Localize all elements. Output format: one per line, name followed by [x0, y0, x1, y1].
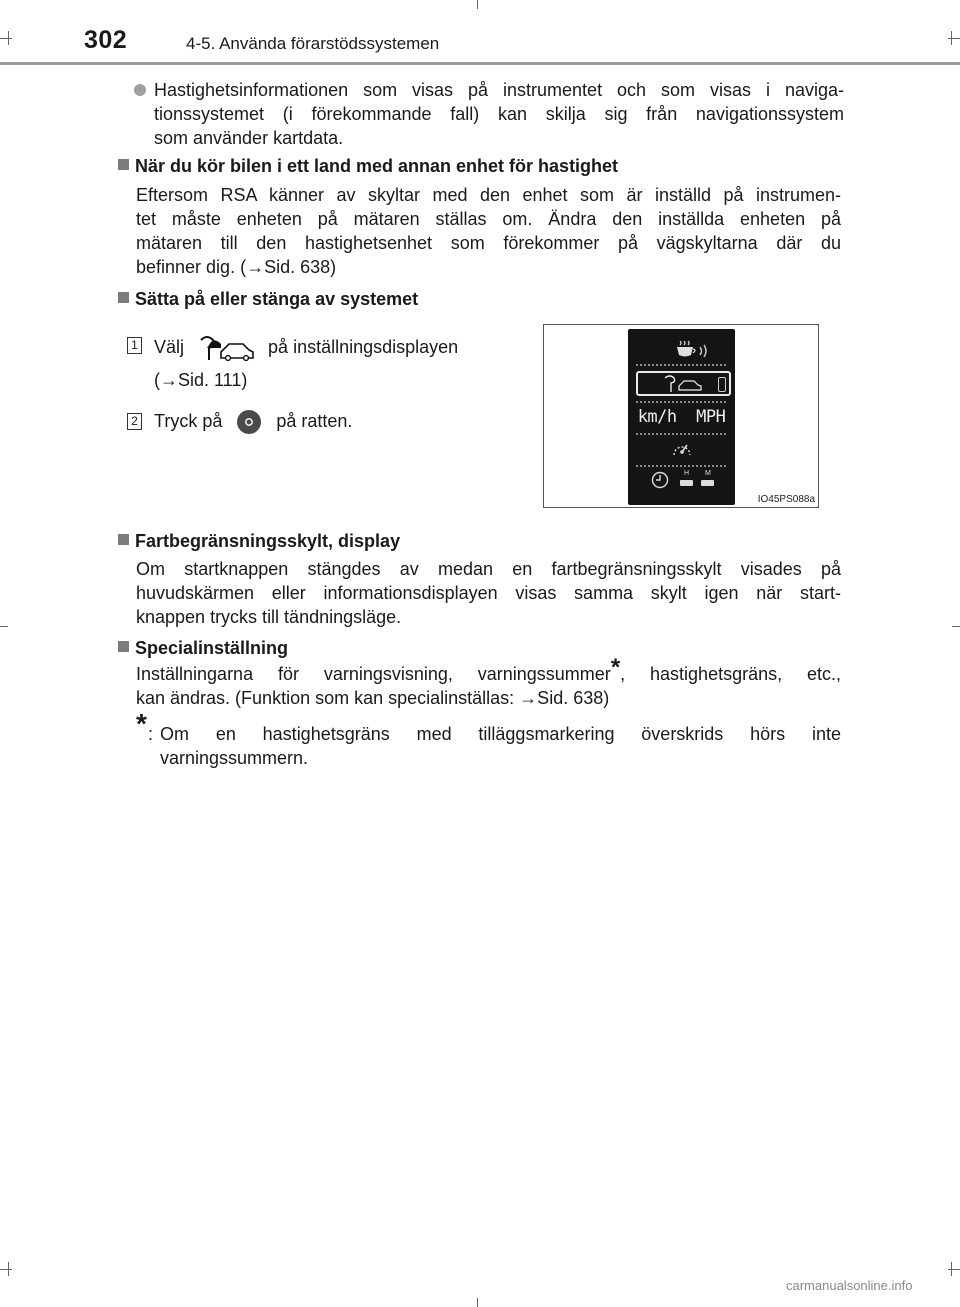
rsa-settings-icon: [662, 375, 702, 398]
body-line: kan ändras. (Funktion som kan specialinställas: →Sid. 638): [136, 688, 610, 708]
speed-units-label: km/h MPH: [637, 407, 726, 427]
section-body: [136, 654, 841, 710]
section-title: 4-5. Använda förarstödssystemen: [186, 34, 440, 53]
clock-hour-label: H: [684, 470, 690, 477]
step-text: [154, 409, 352, 435]
watermark: carmanualsonline.info: [786, 1278, 913, 1293]
footnote-colon: :: [148, 724, 154, 744]
body-line: Om startknappen stängdes av medan en fartbegränsningsskylt visades på: [136, 559, 841, 579]
page-number: 302: [84, 26, 128, 54]
clock-hour-button: [680, 480, 693, 486]
section-body: [136, 183, 841, 279]
body-line: befinner dig. (→Sid. 638): [136, 257, 337, 277]
body-line: tet måste enheten på mätaren ställas om. Ändra den inställda enheten på: [136, 209, 841, 229]
body-line: huvudskärmen eller informationsdisplayen visas samma skylt igen när start-: [136, 583, 841, 603]
body-text: , hastighetsgräns, etc.,: [620, 664, 841, 684]
scroll-indicator: [718, 377, 726, 392]
crop-mark: [0, 626, 8, 627]
settings-display-figure: [543, 324, 819, 508]
dotted-divider: [636, 364, 727, 366]
step-post: på ratten.: [276, 411, 353, 431]
settings-display-screen: [628, 329, 735, 505]
step-reference: (→Sid. 111): [154, 370, 248, 390]
crop-mark: [948, 1269, 960, 1270]
body-line: Eftersom RSA känner av skyltar med den enhet som är inställd på instrumen-: [136, 185, 841, 205]
figure-code-label: IO45PS088a: [757, 494, 815, 505]
section-heading: Fartbegränsningsskylt, display: [135, 531, 401, 551]
rsa-settings-icon: [197, 336, 255, 360]
bullet-note-line: tionssystemet (i förekommande fall) kan skilja sig från navigationssystem: [154, 104, 844, 124]
section-body: [136, 557, 841, 629]
body-line: mätaren till den hastighetsenhet som förekommer på vägskyltarna där du: [136, 233, 841, 253]
section-heading: Specialinställning: [135, 638, 289, 658]
clock-minute-button: [701, 480, 714, 486]
bullet-note-line: Hastighetsinformationen som visas på instrumentet och som visas i naviga-: [154, 80, 844, 100]
section-heading: När du kör bilen i ett land med annan enhet för hastighet: [135, 156, 619, 176]
section-marker-icon: [118, 159, 129, 170]
footnote-line: Om en hastighetsgräns med tilläggsmarkering överskrids hörs inte: [160, 724, 841, 744]
body-line: [136, 654, 841, 686]
clock-icon: [651, 471, 669, 494]
section-heading: Sätta på eller stänga av systemet: [135, 289, 419, 309]
clock-minute-label: M: [705, 470, 711, 477]
step-pre: Tryck på: [154, 411, 223, 431]
coffee-cup-icon: [676, 339, 710, 366]
section-marker-icon: [118, 292, 129, 303]
step-number: 1: [127, 337, 142, 354]
dotted-divider: [636, 401, 727, 403]
rsa-selected-item: [636, 371, 731, 396]
step-post: på inställningsdisplayen: [268, 337, 459, 357]
crop-mark: [0, 38, 12, 39]
header-rule: [0, 62, 960, 65]
dotted-divider: [636, 433, 727, 435]
step-pre: Välj: [154, 337, 185, 357]
footnote-star: *: [136, 708, 147, 739]
step-text: [154, 335, 458, 360]
section-marker-icon: [118, 641, 129, 652]
crop-mark: [948, 38, 960, 39]
crop-mark: [477, 0, 478, 9]
section-marker-icon: [118, 534, 129, 545]
crop-mark: [952, 626, 960, 627]
asterisk-mark: *: [610, 654, 621, 681]
footnote-line: varningssummern.: [160, 748, 309, 768]
bullet-note-line: som använder kartdata.: [154, 128, 344, 148]
bullet-dot-icon: [134, 84, 146, 96]
crop-mark: [0, 1269, 12, 1270]
step-number: 2: [127, 413, 142, 430]
ok-button-icon: [236, 409, 262, 435]
body-text: Inställningarna för varningsvisning, varningssummer: [136, 664, 611, 684]
crop-mark: [477, 1298, 478, 1307]
body-line: knappen trycks till tändningsläge.: [136, 607, 402, 627]
gauge-settings-icon: [671, 439, 693, 464]
dotted-divider: [636, 465, 727, 467]
